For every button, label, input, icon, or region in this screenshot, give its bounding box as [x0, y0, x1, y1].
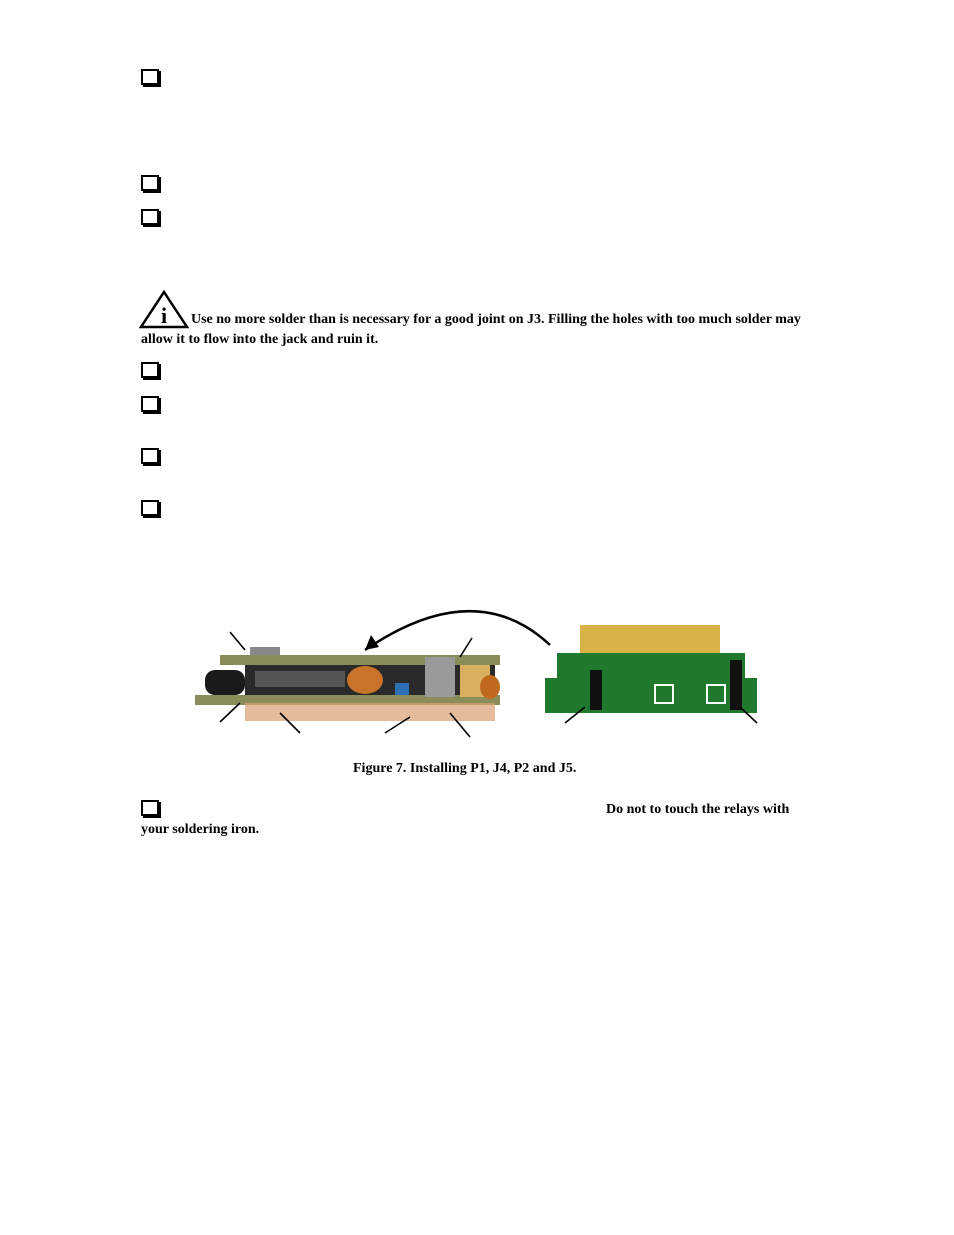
step-checkbox-7[interactable] — [141, 500, 159, 516]
board-top-view — [545, 625, 757, 713]
svg-text:i: i — [160, 303, 168, 328]
board-side-view — [195, 647, 500, 721]
step-checkbox-5[interactable] — [141, 396, 159, 412]
step-checkbox-4[interactable] — [141, 362, 159, 378]
figure-caption: Figure 7. Installing P1, J4, P2 and J5. — [353, 761, 577, 776]
caution-note — [141, 310, 811, 350]
caution-note-text: Use no more solder than is necessary for a good joint on J3. Filling the holes with too much solder may allow it to flow into the jack and ruin it. — [141, 312, 801, 347]
step-checkbox-3[interactable] — [141, 209, 159, 225]
step-checkbox-2[interactable] — [141, 175, 159, 191]
step-checkbox-1[interactable] — [141, 69, 159, 85]
final-step-note — [141, 800, 816, 840]
step-checkbox-6[interactable] — [141, 448, 159, 464]
figure-7-photo — [185, 595, 775, 755]
final-step-caution-text: Do not to touch the relays with your soldering iron. — [141, 802, 790, 837]
